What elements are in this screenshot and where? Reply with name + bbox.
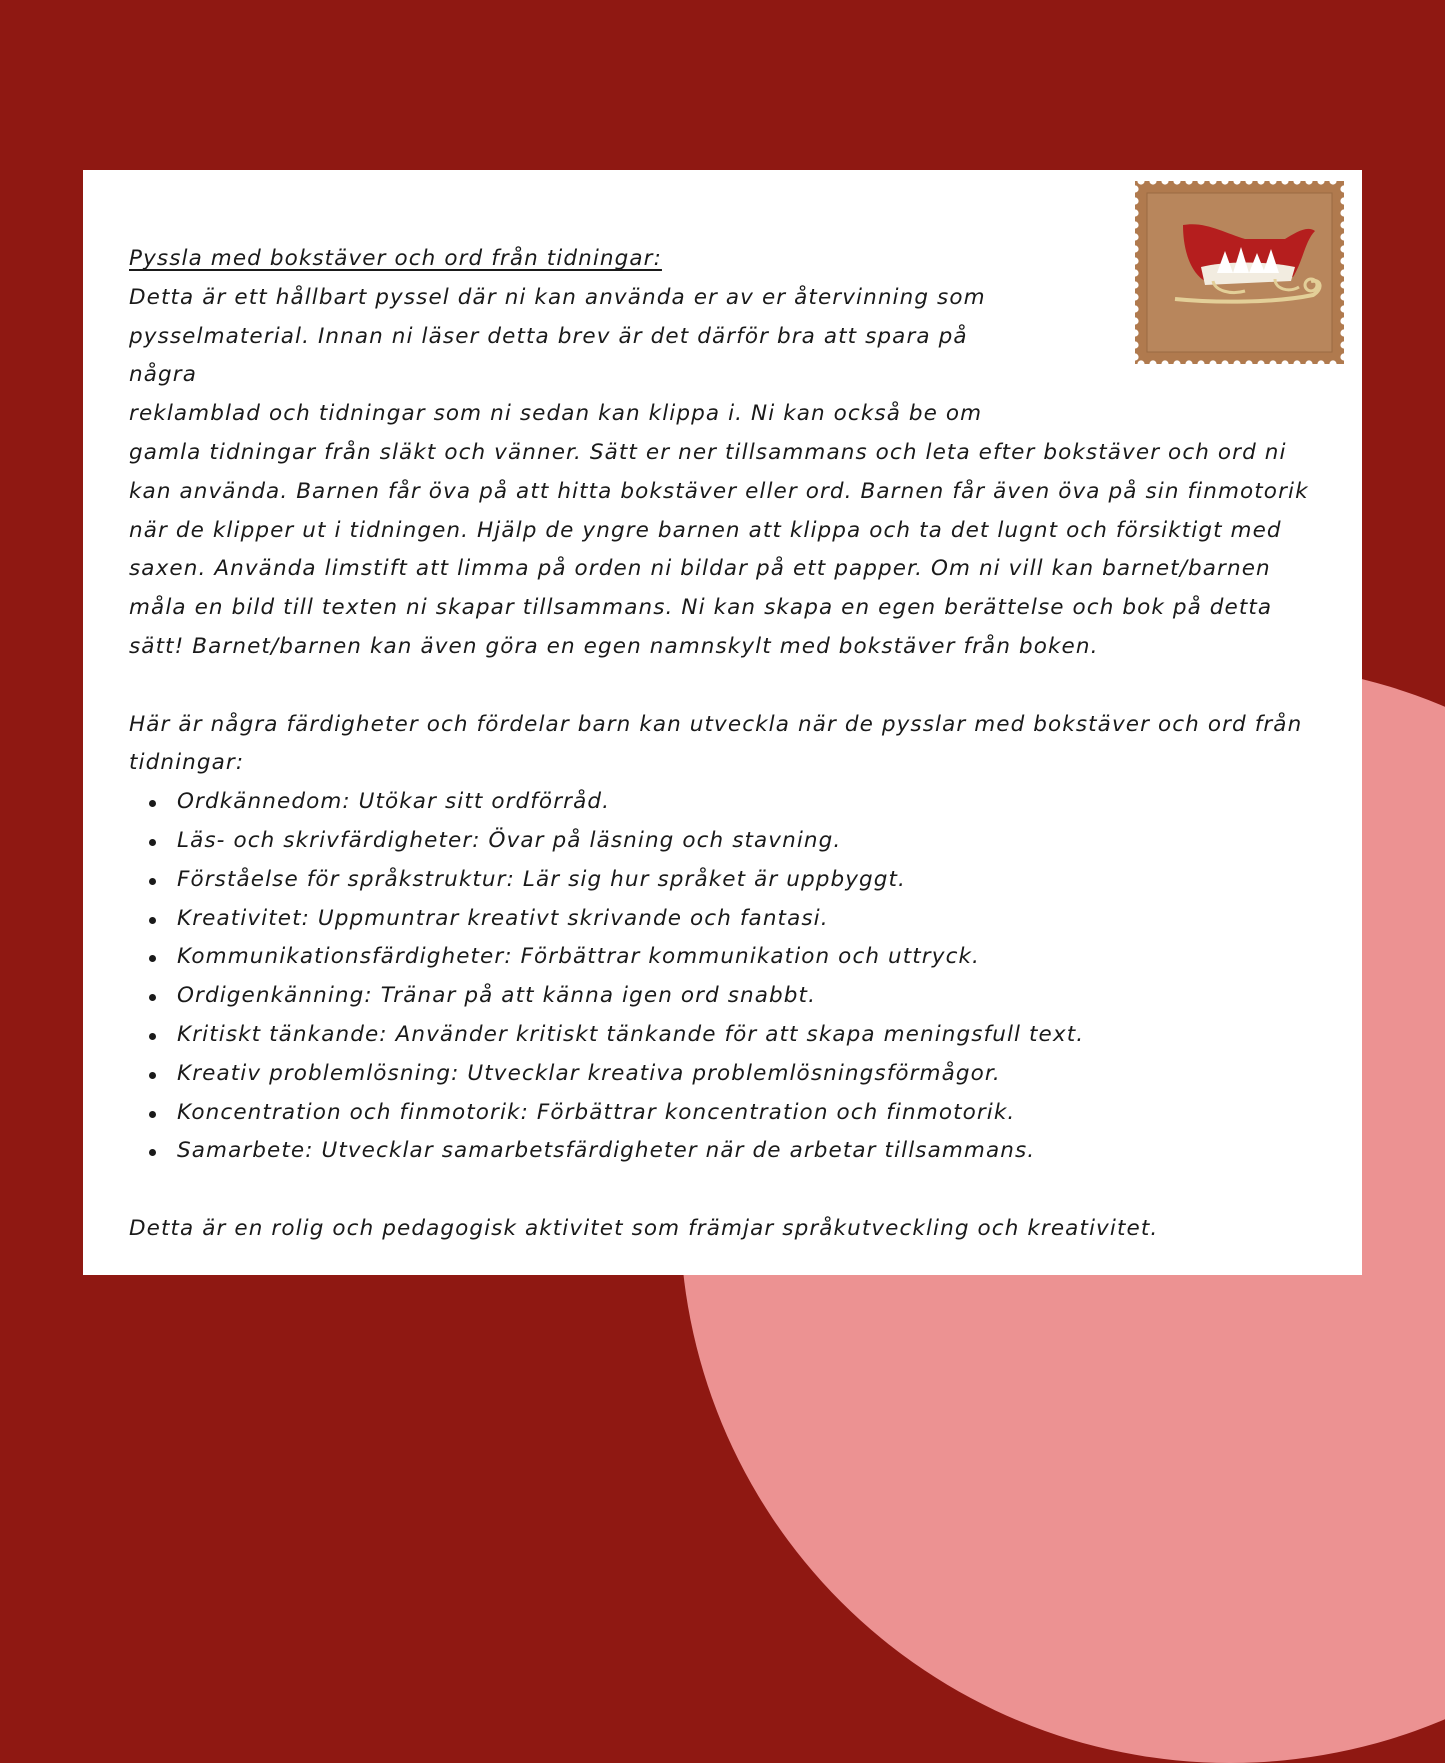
list-item: Kritiskt tänkande: Använder kritiskt tänkande för att skapa meningsfull text. — [177, 1016, 1322, 1055]
letter-heading: Pyssla med bokstäver och ord från tidningar: — [129, 246, 662, 271]
spacer — [129, 667, 1322, 706]
intro-paragraph-top — [129, 279, 1029, 434]
skills-intro: Här är några färdigheter och fördelar barn kan utveckla när de pysslar med bokstäver och ord från tidningar: — [129, 711, 1303, 776]
list-item: Ordkännedom: Utökar sitt ordförråd. — [177, 783, 1322, 822]
list-item: Kreativitet: Uppmuntrar kreativt skrivande och fantasi. — [177, 900, 1322, 939]
list-item: Kreativ problemlösning: Utvecklar kreativa problemlösningsförmågor. — [177, 1055, 1322, 1094]
list-item: Förståelse för språkstruktur: Lär sig hur språket är uppbyggt. — [177, 861, 1322, 900]
list-item: Läs- och skrivfärdigheter: Övar på läsning och stavning. — [177, 822, 1322, 861]
list-item: Samarbete: Utvecklar samarbetsfärdigheter när de arbetar tillsammans. — [177, 1132, 1322, 1171]
list-item: Ordigenkänning: Tränar på att känna igen ord snabbt. — [177, 977, 1322, 1016]
list-item: Kommunikationsfärdigheter: Förbättrar kommunikation och uttryck. — [177, 938, 1322, 977]
skills-list — [129, 783, 1322, 1171]
intro-line: reklamblad och tidningar som ni sedan kan klippa i. Ni kan också be om — [129, 401, 983, 427]
intro-line: Detta är ett hållbart pyssel där ni kan använda er av er återvinning som — [129, 284, 986, 310]
list-item: Koncentration och finmotorik: Förbättrar koncentration och finmotorik. — [177, 1094, 1322, 1133]
letter-card — [83, 170, 1362, 1275]
intro-line: pysselmaterial. Innan ni läser detta brev är det därför bra att spara på några — [129, 323, 968, 388]
intro-paragraph-rest: gamla tidningar från släkt och vänner. Sätt er ner tillsammans och leta efter bokstäver och ord ni kan använda. Barnen får öva på att hitta bokstäver eller ord. Barnen får även öva på sin finmotorik när de klipper ut i tidningen. Hjälp de yngre barnen att klippa och ta det lugnt och försiktigt med saxen. Använda limstift att limma på orden ni bildar på ett papper. Om ni vill kan barnet/barnen måla en bild till texten ni skapar tillsammans. Ni kan skapa en egen berättelse och bok på detta sätt! Barnet/barnen kan även göra en egen namnskylt med bokstäver från boken. — [129, 439, 1309, 659]
sleigh-stamp-icon — [1135, 181, 1344, 364]
closing-text: Detta är en rolig och pedagogisk aktivitet som främjar språkutveckling och kreativitet. — [129, 1215, 1159, 1241]
spacer — [129, 1171, 1322, 1210]
